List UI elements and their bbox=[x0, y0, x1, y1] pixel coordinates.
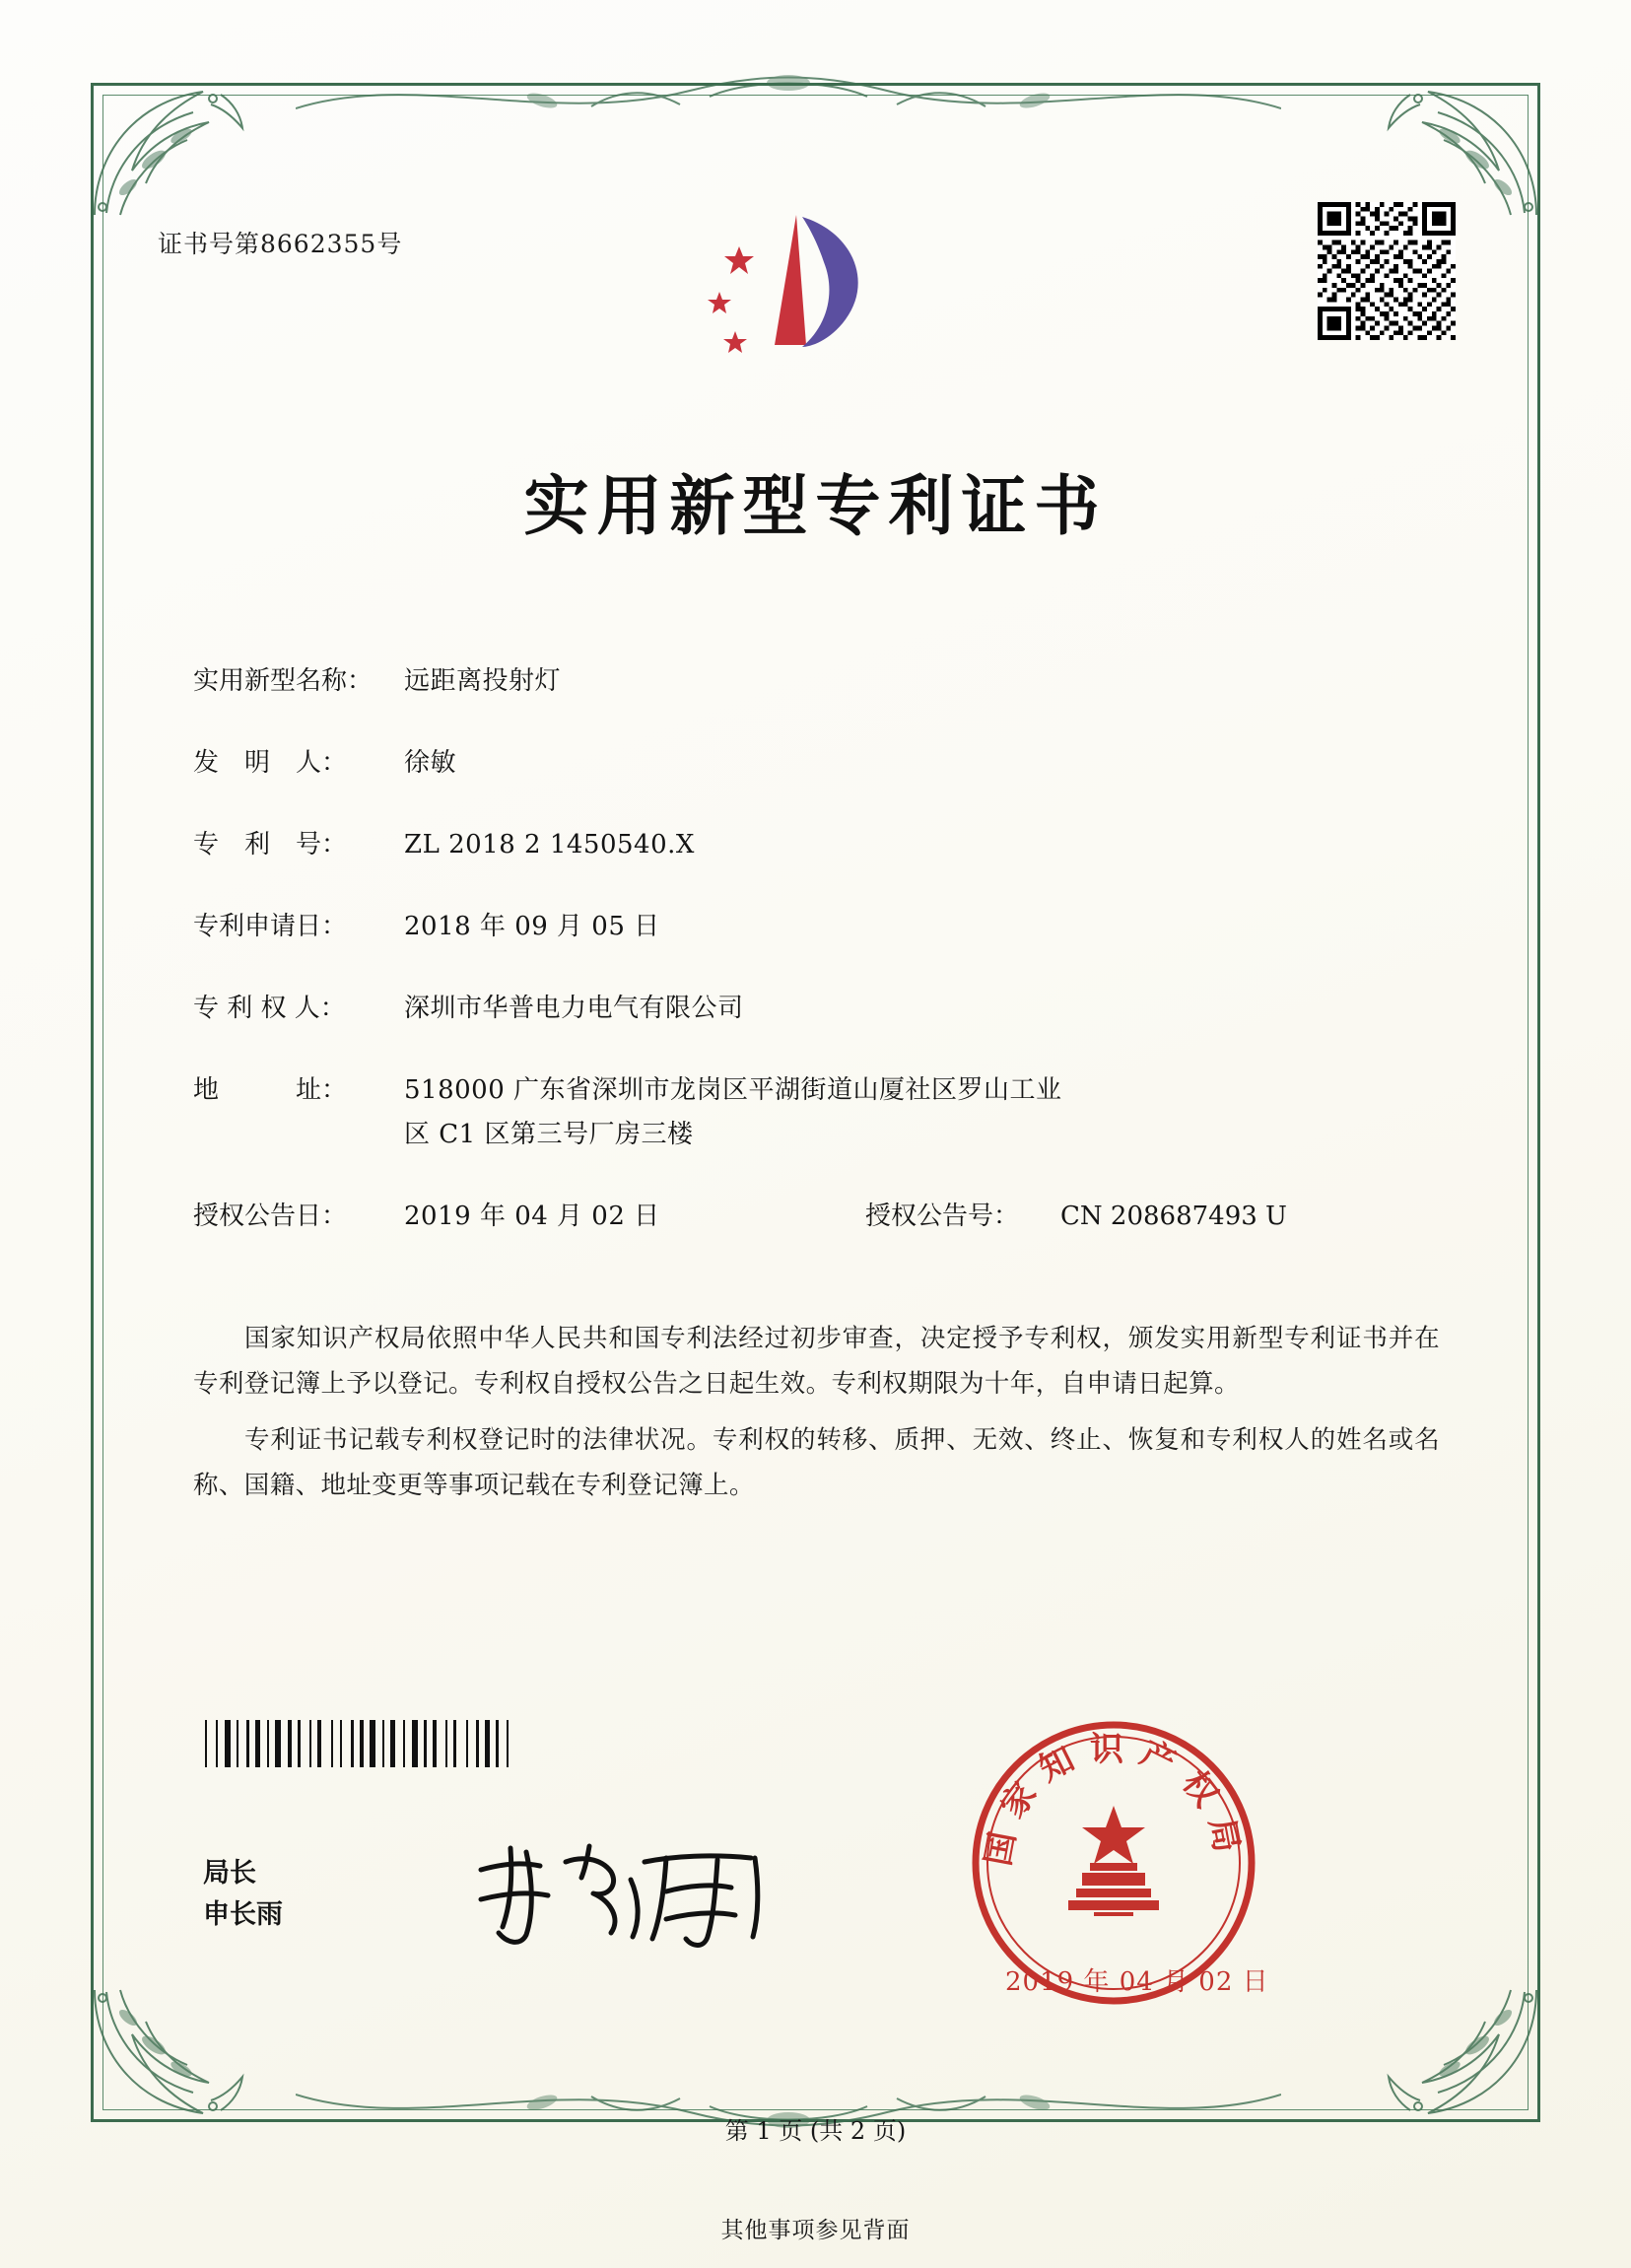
field-row-grant bbox=[193, 1198, 1445, 1236]
field-row bbox=[193, 826, 1445, 864]
barcode bbox=[205, 1720, 619, 1767]
seal-date: 2019 年 04 月 02 日 bbox=[1005, 1967, 1269, 1997]
field-label: 实用新型名称： bbox=[193, 666, 374, 696]
director-title-label: 局长 bbox=[203, 1858, 256, 1889]
back-side-note: 其他事项参见背面 bbox=[720, 2218, 911, 2243]
signature-block bbox=[203, 1853, 283, 1936]
field-label: 地 址： bbox=[193, 1075, 348, 1105]
legal-text bbox=[193, 1316, 1440, 1519]
sipo-logo-icon bbox=[680, 197, 907, 384]
field-row bbox=[193, 662, 1445, 701]
field-value: 2019 年 04 月 02 日 bbox=[404, 1202, 660, 1231]
field-value: 深圳市华普电力电气有限公司 bbox=[404, 994, 744, 1023]
field-value bbox=[404, 1071, 1445, 1154]
paragraph: 国家知识产权局依照中华人民共和国专利法经过初步审查，决定授予专利权，颁发实用新型专利证书并在专利登记簿上予以登记。专利权自授权公告之日起生效。专利权期限为十年，自申请日起算。 bbox=[193, 1324, 1440, 1400]
address-line-1: 518000 广东省深圳市龙岗区平湖街道山厦社区罗山工业 bbox=[404, 1075, 1062, 1105]
handwritten-signature-icon bbox=[463, 1828, 818, 1957]
field-value-secondary: CN 208687493 U bbox=[1060, 1202, 1287, 1231]
address-line-2: 区 C1 区第三号厂房三楼 bbox=[404, 1120, 694, 1149]
field-label: 专 利 号： bbox=[193, 830, 348, 859]
qr-code-icon bbox=[1318, 202, 1456, 340]
field-label: 专利申请日： bbox=[193, 912, 348, 941]
field-label: 授权公告日： bbox=[193, 1202, 348, 1231]
field-label: 专 利 权 人： bbox=[193, 994, 346, 1023]
certificate-number: 证书号第8662355号 bbox=[158, 230, 403, 258]
field-row bbox=[193, 744, 1445, 783]
field-row bbox=[193, 908, 1445, 946]
field-value: 徐敏 bbox=[404, 748, 457, 778]
field-value: 2018 年 09 月 05 日 bbox=[404, 912, 660, 941]
field-value: ZL 2018 2 1450540.X bbox=[404, 830, 695, 859]
field-label: 发 明 人： bbox=[193, 748, 348, 778]
patent-fields bbox=[193, 662, 1445, 1270]
page-title: 实用新型专利证书 bbox=[523, 468, 1108, 544]
field-row-address bbox=[193, 1071, 1445, 1154]
paragraph: 专利证书记载专利权登记时的法律状况。专利权的转移、质押、无效、终止、恢复和专利权人的姓名或名称、国籍、地址变更等事项记载在专利登记簿上。 bbox=[193, 1424, 1440, 1501]
director-name-label: 申长雨 bbox=[203, 1898, 283, 1930]
page-number-label: 第 1 页 (共 2 页) bbox=[724, 2117, 907, 2145]
field-value: 远距离投射灯 bbox=[404, 666, 562, 696]
field-label-secondary: 授权公告号： bbox=[865, 1202, 1020, 1231]
field-row bbox=[193, 990, 1445, 1028]
svg-text:国家知识产权局: 国家知识产权局 bbox=[978, 1730, 1250, 1870]
